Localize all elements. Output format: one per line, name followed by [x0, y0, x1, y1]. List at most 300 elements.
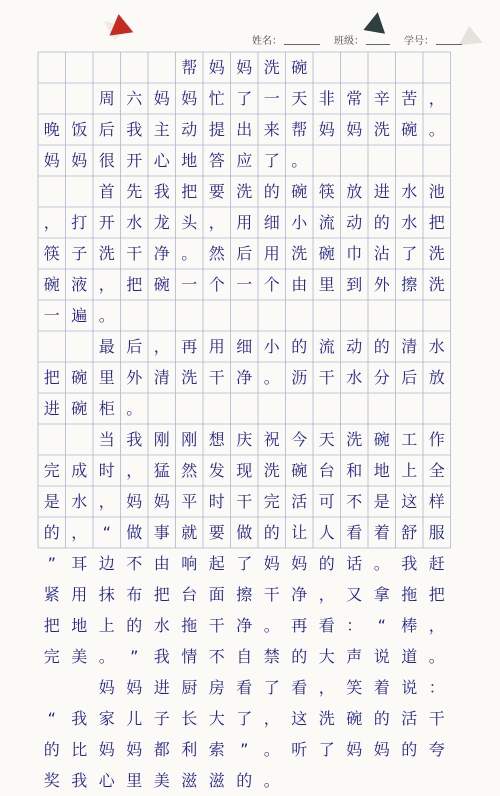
- essay-char-p4: 边: [98, 553, 115, 573]
- essay-char-p2: 放: [346, 181, 363, 201]
- essay-char-p5: 的: [401, 739, 418, 759]
- essay-char-p2: 细: [263, 212, 280, 232]
- essay-char-p1: 出: [236, 119, 253, 139]
- student-info-header: [0, 32, 500, 50]
- essay-char-p4: 紧: [43, 584, 60, 604]
- essay-char-p4: 成: [71, 460, 88, 480]
- essay-char-p4: 大: [318, 646, 335, 666]
- essay-char-p4: 。: [373, 553, 390, 573]
- essay-char-p5: 进: [153, 677, 170, 697]
- essay-char-p4: “: [377, 615, 386, 635]
- essay-char-p4: 水: [71, 491, 88, 511]
- essay-char-p4: 完: [43, 460, 60, 480]
- essay-char-p3: ，: [153, 336, 170, 356]
- essay-char-p1: 妈: [181, 88, 198, 108]
- essay-char-p5: 家: [98, 708, 115, 728]
- essay-char-p4: 声: [346, 646, 363, 666]
- essay-char-p1: 心: [153, 150, 170, 170]
- essay-char-p3: 细: [236, 336, 253, 356]
- essay-char-p5: ：: [428, 677, 445, 697]
- essay-char-p3: 流: [318, 336, 335, 356]
- class-blank: [366, 44, 390, 45]
- student-no-blank: [436, 44, 462, 45]
- essay-char-p1: 了: [236, 88, 253, 108]
- essay-char-p3: 小: [263, 336, 280, 356]
- essay-char-p2: 碗: [291, 181, 308, 201]
- essay-char-p4: 妈: [263, 553, 280, 573]
- essay-char-p4: 妈: [126, 491, 143, 511]
- essay-char-p4: 是: [373, 491, 390, 511]
- essay-char-p3: 清: [401, 336, 418, 356]
- essay-char-p4: 干: [263, 584, 280, 604]
- essay-char-p2: 要: [208, 181, 225, 201]
- essay-title-char: 妈: [236, 57, 253, 77]
- essay-char-p5: 。: [263, 770, 280, 790]
- essay-char-p4: ，: [428, 615, 445, 635]
- essay-char-p5: 里: [126, 770, 143, 790]
- essay-char-p4: 上: [98, 615, 115, 635]
- essay-char-p3: 干: [318, 367, 335, 387]
- essay-char-p5: ”: [240, 739, 249, 759]
- essay-char-p3: 水: [428, 336, 445, 356]
- essay-char-p3: 后: [126, 336, 143, 356]
- essay-char-p1: 辛: [373, 88, 390, 108]
- essay-char-p2: 洗: [291, 243, 308, 263]
- essay-char-p1: 碗: [401, 119, 418, 139]
- essay-char-p5: ，: [263, 708, 280, 728]
- essay-char-p4: 事: [153, 522, 170, 542]
- essay-char-p4: 不: [208, 646, 225, 666]
- essay-char-p4: 干: [208, 615, 225, 635]
- essay-char-p3: 后: [401, 367, 418, 387]
- essay-char-p2: 筷: [43, 243, 60, 263]
- essay-char-p2: 开: [98, 212, 115, 232]
- essay-char-p5: 着: [373, 677, 390, 697]
- essay-char-p2: 进: [373, 181, 390, 201]
- essay-char-p4: 起: [208, 553, 225, 573]
- essay-char-p4: 碗: [373, 429, 390, 449]
- essay-char-p5: 滋: [181, 770, 198, 790]
- essay-char-p1: 晚: [43, 119, 60, 139]
- essay-char-p1: 主: [153, 119, 170, 139]
- essay-char-p5: 干: [428, 708, 445, 728]
- essay-char-p5: 都: [153, 739, 170, 759]
- student-no-label: 学号：: [404, 36, 434, 47]
- essay-char-p4: 说: [373, 646, 390, 666]
- essay-char-p5: 我: [71, 770, 88, 790]
- essay-title-char: 帮: [181, 57, 198, 77]
- essay-char-p2: 遍: [71, 305, 88, 325]
- essay-char-p2: 里: [318, 274, 335, 294]
- essay-char-p1: 妈: [43, 150, 60, 170]
- essay-char-p4: 时: [98, 460, 115, 480]
- essay-char-p5: 长: [181, 708, 198, 728]
- essay-char-p3: 水: [346, 367, 363, 387]
- essay-char-p2: 我: [153, 181, 170, 201]
- essay-char-p3: 的: [373, 336, 390, 356]
- essay-char-p4: 和: [346, 460, 363, 480]
- essay-char-p4: 的: [126, 615, 143, 635]
- essay-char-p4: 干: [236, 491, 253, 511]
- essay-char-p2: 干: [126, 243, 143, 263]
- essay-char-p4: 我: [126, 429, 143, 449]
- essay-char-p5: 碗: [346, 708, 363, 728]
- essay-title-char: 碗: [291, 57, 308, 77]
- essay-char-p4: 时: [208, 491, 225, 511]
- essay-char-p5: 大: [208, 708, 225, 728]
- essay-char-p5: 妈: [126, 677, 143, 697]
- essay-char-p1: 天: [291, 88, 308, 108]
- name-blank: [284, 44, 320, 45]
- essay-char-p4: 不: [126, 553, 143, 573]
- essay-char-p4: 就: [181, 522, 198, 542]
- essay-char-p4: 地: [373, 460, 390, 480]
- essay-char-p2: 碗: [43, 274, 60, 294]
- essay-char-p4: 台: [181, 584, 198, 604]
- essay-char-p4: ：: [346, 615, 363, 635]
- essay-char-p2: 外: [373, 274, 390, 294]
- essay-char-p1: 妈: [71, 150, 88, 170]
- essay-char-p5: 我: [71, 708, 88, 728]
- essay-char-p1: 。: [291, 150, 308, 170]
- essay-char-p4: 布: [126, 584, 143, 604]
- essay-char-p2: 头: [181, 212, 198, 232]
- essay-char-p5: 看: [291, 677, 308, 697]
- essay-char-p1: 后: [98, 119, 115, 139]
- essay-char-p2: 把: [428, 212, 445, 232]
- essay-char-p1: 洗: [373, 119, 390, 139]
- essay-char-p4: 禁: [263, 646, 280, 666]
- essay-char-p2: 的: [263, 181, 280, 201]
- essay-char-p5: 了: [263, 677, 280, 697]
- essay-char-p5: 比: [71, 739, 88, 759]
- essay-char-p5: 心: [98, 770, 115, 790]
- essay-char-p2: 水: [126, 212, 143, 232]
- dark-triangle-decoration: [363, 10, 388, 34]
- essay-char-p4: 妈: [291, 553, 308, 573]
- essay-char-p2: 用: [263, 243, 280, 263]
- essay-char-p4: 服: [428, 522, 445, 542]
- essay-char-p5: 妈: [346, 739, 363, 759]
- essay-char-p1: 六: [126, 88, 143, 108]
- essay-char-p4: 猛: [153, 460, 170, 480]
- essay-char-p4: 当: [98, 429, 115, 449]
- essay-char-p4: ”: [47, 553, 56, 573]
- essay-char-p4: 天: [318, 429, 335, 449]
- essay-char-p4: 把: [153, 584, 170, 604]
- essay-char-p3: 动: [346, 336, 363, 356]
- essay-char-p3: 的: [291, 336, 308, 356]
- essay-char-p4: 净: [291, 584, 308, 604]
- essay-char-p2: 。: [181, 243, 198, 263]
- essay-char-p3: 里: [98, 367, 115, 387]
- essay-char-p2: 。: [98, 305, 115, 325]
- essay-char-p5: 听: [291, 739, 308, 759]
- essay-char-p4: 地: [71, 615, 88, 635]
- essay-char-p1: 答: [208, 150, 225, 170]
- essay-char-p2: 洗: [98, 243, 115, 263]
- essay-char-p2: 首: [98, 181, 115, 201]
- essay-char-p1: 帮: [291, 119, 308, 139]
- essay-char-p4: 洗: [263, 460, 280, 480]
- essay-char-p4: 祝: [263, 429, 280, 449]
- essay-char-p1: 了: [263, 150, 280, 170]
- essay-char-p3: 碗: [71, 367, 88, 387]
- essay-char-p2: 洗: [236, 181, 253, 201]
- essay-char-p4: 人: [318, 522, 335, 542]
- essay-char-p5: 子: [153, 708, 170, 728]
- essay-char-p5: 夸: [428, 739, 445, 759]
- essay-char-p4: 再: [291, 615, 308, 635]
- essay-char-p4: 用: [71, 584, 88, 604]
- essay-char-p3: 进: [43, 398, 60, 418]
- essay-char-p2: 打: [71, 212, 88, 232]
- essay-char-p3: 洗: [181, 367, 198, 387]
- essay-char-p1: 一: [263, 88, 280, 108]
- essay-char-p1: 饭: [71, 119, 88, 139]
- essay-char-p2: 池: [428, 181, 445, 201]
- essay-char-p4: 的: [43, 522, 60, 542]
- essay-char-p2: ，: [98, 274, 115, 294]
- essay-char-p4: 道: [401, 646, 418, 666]
- essay-char-p4: 平: [181, 491, 198, 511]
- essay-char-p4: 拖: [401, 584, 418, 604]
- essay-char-p4: 拿: [373, 584, 390, 604]
- essay-char-p2: 由: [291, 274, 308, 294]
- essay-char-p5: 的: [43, 739, 60, 759]
- essay-char-p2: ，: [208, 212, 225, 232]
- essay-char-p1: 动: [181, 119, 198, 139]
- essay-char-p4: 活: [291, 491, 308, 511]
- essay-char-p3: 外: [126, 367, 143, 387]
- essay-char-p4: 自: [236, 646, 253, 666]
- essay-char-p4: 抹: [98, 584, 115, 604]
- essay-char-p1: 地: [181, 150, 198, 170]
- essay-char-p3: 碗: [71, 398, 88, 418]
- essay-char-p2: 净: [153, 243, 170, 263]
- essay-char-p5: 厨: [181, 677, 198, 697]
- essay-char-p4: 然: [181, 460, 198, 480]
- essay-char-p4: 拖: [181, 615, 198, 635]
- essay-char-p2: 一: [43, 305, 60, 325]
- essay-char-p1: 常: [346, 88, 363, 108]
- essay-char-p4: 上: [401, 460, 418, 480]
- essay-char-p1: 妈: [318, 119, 335, 139]
- essay-char-p4: 庆: [236, 429, 253, 449]
- essay-char-p3: 沥: [291, 367, 308, 387]
- essay-char-p4: 水: [153, 615, 170, 635]
- essay-char-p4: 棒: [401, 615, 418, 635]
- essay-char-p4: 样: [428, 491, 445, 511]
- essay-char-p4: 不: [346, 491, 363, 511]
- essay-char-p4: 的: [291, 646, 308, 666]
- essay-char-p4: 这: [401, 491, 418, 511]
- essay-char-p3: 最: [98, 336, 115, 356]
- essay-char-p4: 今: [291, 429, 308, 449]
- essay-char-p1: 。: [428, 119, 445, 139]
- essay-char-p4: 洗: [346, 429, 363, 449]
- essay-char-p4: 净: [236, 615, 253, 635]
- essay-char-p5: 了: [236, 708, 253, 728]
- essay-char-p4: 做: [236, 522, 253, 542]
- essay-char-p4: 响: [181, 553, 198, 573]
- essay-char-p5: 这: [291, 708, 308, 728]
- essay-char-p1: 忙: [208, 88, 225, 108]
- essay-char-p4: 耳: [71, 553, 88, 573]
- essay-char-p1: 我: [126, 119, 143, 139]
- essay-char-p5: 妈: [98, 739, 115, 759]
- essay-char-p1: 很: [98, 150, 115, 170]
- essay-char-p2: 碗: [318, 243, 335, 263]
- essay-char-p4: 把: [43, 615, 60, 635]
- essay-char-p4: 全: [428, 460, 445, 480]
- essay-char-p5: 美: [153, 770, 170, 790]
- essay-char-p4: 把: [428, 584, 445, 604]
- essay-char-p4: 美: [71, 646, 88, 666]
- essay-char-p4: “: [102, 522, 111, 542]
- essay-char-p4: 。: [98, 646, 115, 666]
- essay-char-p4: 做: [126, 522, 143, 542]
- essay-char-p5: 滋: [208, 770, 225, 790]
- essay-char-p4: 完: [263, 491, 280, 511]
- essay-char-p5: 看: [236, 677, 253, 697]
- essay-char-p5: 活: [401, 708, 418, 728]
- essay-char-p5: 房: [208, 677, 225, 697]
- essay-char-p4: ，: [318, 584, 335, 604]
- essay-char-p5: 笑: [346, 677, 363, 697]
- essay-char-p2: 擦: [401, 274, 418, 294]
- essay-char-p4: 刚: [153, 429, 170, 449]
- essay-char-p2: 巾: [346, 243, 363, 263]
- essay-char-p2: ，: [43, 212, 60, 232]
- essay-char-p3: 净: [236, 367, 253, 387]
- essay-char-p3: 柜: [98, 398, 115, 418]
- essay-char-p1: 苦: [401, 88, 418, 108]
- essay-char-p4: 话: [346, 553, 363, 573]
- essay-char-p2: 个: [208, 274, 225, 294]
- essay-char-p5: “: [47, 708, 56, 728]
- essay-char-p5: 奖: [43, 770, 60, 790]
- essay-char-p4: 作: [428, 429, 445, 449]
- essay-char-p2: 的: [373, 212, 390, 232]
- essay-char-p2: 碗: [153, 274, 170, 294]
- essay-char-p5: 索: [208, 739, 225, 759]
- essay-char-p4: 要: [208, 522, 225, 542]
- essay-char-p4: 刚: [181, 429, 198, 449]
- essay-char-p2: 洗: [428, 274, 445, 294]
- essay-char-p1: ，: [428, 88, 445, 108]
- essay-char-p4: 完: [43, 646, 60, 666]
- essay-char-p2: 子: [71, 243, 88, 263]
- essay-char-p4: 着: [373, 522, 390, 542]
- essay-char-p1: 妈: [346, 119, 363, 139]
- essay-char-p3: 清: [153, 367, 170, 387]
- essay-char-p2: 把: [181, 181, 198, 201]
- essay-char-p4: 我: [153, 646, 170, 666]
- essay-char-p3: 。: [263, 367, 280, 387]
- essay-char-p4: 舒: [401, 522, 418, 542]
- essay-char-p2: 流: [318, 212, 335, 232]
- essay-char-p2: 龙: [153, 212, 170, 232]
- essay-char-p5: 妈: [98, 677, 115, 697]
- essay-char-p2: 沾: [373, 243, 390, 263]
- essay-title-char: 妈: [208, 57, 225, 77]
- essay-char-p2: 动: [346, 212, 363, 232]
- essay-char-p5: 妈: [373, 739, 390, 759]
- essay-char-p3: 干: [208, 367, 225, 387]
- essay-char-p1: 非: [318, 88, 335, 108]
- essay-char-p2: 了: [401, 243, 418, 263]
- essay-char-p5: 说: [401, 677, 418, 697]
- essay-char-p2: 液: [71, 274, 88, 294]
- essay-char-p1: 来: [263, 119, 280, 139]
- essay-char-p3: 放: [428, 367, 445, 387]
- essay-char-p4: 了: [236, 553, 253, 573]
- essay-title-char: 洗: [263, 57, 280, 77]
- essay-char-p2: 筷: [318, 181, 335, 201]
- essay-char-p1: 应: [236, 150, 253, 170]
- essay-char-p5: ，: [318, 677, 335, 697]
- essay-char-p4: ，: [126, 460, 143, 480]
- essay-char-p4: 的: [263, 522, 280, 542]
- essay-char-p4: 看: [346, 522, 363, 542]
- essay-char-p2: 个: [263, 274, 280, 294]
- essay-char-p4: 。: [428, 646, 445, 666]
- essay-char-p4: 。: [263, 615, 280, 635]
- essay-char-p5: 利: [181, 739, 198, 759]
- essay-char-p2: 洗: [428, 243, 445, 263]
- essay-char-p4: 又: [346, 584, 363, 604]
- essay-char-p2: 把: [126, 274, 143, 294]
- class-label: 班级：: [334, 36, 364, 47]
- essay-char-p4: ，: [71, 522, 88, 542]
- essay-char-p2: 小: [291, 212, 308, 232]
- essay-char-p4: 想: [208, 429, 225, 449]
- essay-char-p3: 。: [126, 398, 143, 418]
- essay-char-p2: 后: [236, 243, 253, 263]
- essay-char-p5: 儿: [126, 708, 143, 728]
- essay-char-p4: 可: [318, 491, 335, 511]
- essay-char-p4: ”: [130, 646, 139, 666]
- essay-char-p2: 然: [208, 243, 225, 263]
- essay-char-p1: 妈: [153, 88, 170, 108]
- essay-char-p4: 由: [153, 553, 170, 573]
- essay-char-p5: 的: [236, 770, 253, 790]
- essay-char-p5: 妈: [126, 739, 143, 759]
- essay-char-p3: 用: [208, 336, 225, 356]
- name-label: 姓名：: [252, 36, 282, 47]
- essay-char-p4: 现: [236, 460, 253, 480]
- essay-char-p2: 水: [401, 212, 418, 232]
- essay-char-p5: 。: [263, 739, 280, 759]
- essay-char-p4: 是: [43, 491, 60, 511]
- essay-char-p4: 赶: [428, 553, 445, 573]
- essay-char-p2: 一: [181, 274, 198, 294]
- essay-char-p4: 看: [318, 615, 335, 635]
- essay-char-p4: 情: [181, 646, 198, 666]
- essay-char-p4: ，: [98, 491, 115, 511]
- essay-char-p3: 把: [43, 367, 60, 387]
- essay-char-p2: 用: [236, 212, 253, 232]
- essay-char-p4: 面: [208, 584, 225, 604]
- essay-char-p4: 台: [318, 460, 335, 480]
- essay-char-p4: 擦: [236, 584, 253, 604]
- essay-char-p4: 妈: [153, 491, 170, 511]
- essay-char-p1: 周: [98, 88, 115, 108]
- essay-char-p3: 再: [181, 336, 198, 356]
- essay-char-p2: 一: [236, 274, 253, 294]
- essay-char-p5: 的: [373, 708, 390, 728]
